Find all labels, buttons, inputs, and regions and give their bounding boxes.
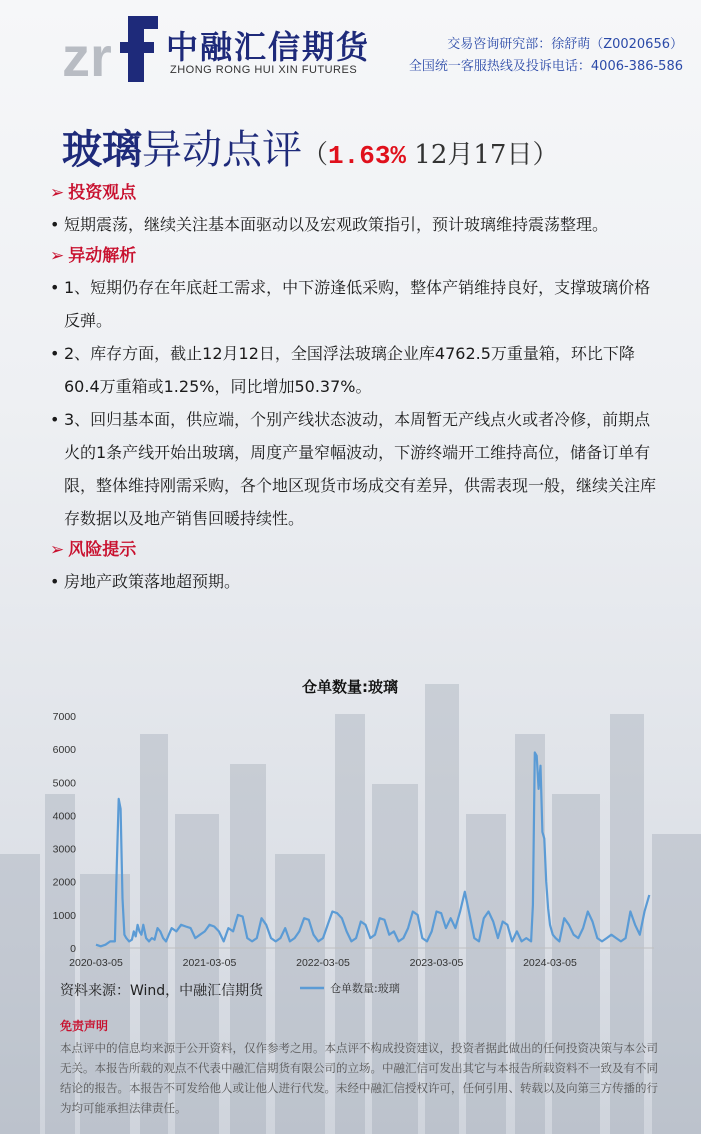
disclaimer-text: 本点评中的信息均来源于公开资料，仅作参考之用。本点评不构成投资建议，投资者据此做出的任何投资决策与本公司无关。本报告所载的观点不代表中融汇信期货有限公司的立场。中融汇信可发出其它与本报告所载资料不一致及有不同结论的报告。本报告不可发给他人或让他人进行代发。未经中融汇信授权许可，任何引用、转载以及向第三方传播的行为均可能承担法律责任。 [60,1041,658,1115]
section-analysis [50,241,660,271]
company-name-cn: 中融汇信期货 [166,28,371,66]
chevron-right-icon: ➢ [50,540,65,560]
svg-text:zr: zr [62,25,112,88]
series-line [96,753,649,947]
list-item [50,208,660,241]
bullet-icon: • [50,215,60,234]
x-tick-label: 2022-03-05 [296,957,350,969]
y-tick-label: 4000 [52,810,76,823]
disclaimer [60,1017,660,1118]
y-tick-label: 3000 [52,843,76,856]
x-tick-label: 2021-03-05 [182,957,237,969]
line-chart [50,672,670,1002]
title-suffix: 异动点评 [142,127,302,173]
chart-title: 仓单数量:玻璃 [302,678,398,696]
data-source: 资料来源：Wind，中融汇信期货 [60,983,264,999]
list-item [50,403,660,535]
list-item-text: 短期震荡，继续关注基本面驱动以及宏观政策指引，预计玻璃维持震荡整理。 [64,215,609,234]
report-content [50,178,660,598]
header [0,0,701,110]
section-risk [50,535,660,565]
zrhx-logo-icon [62,8,162,88]
title-product: 玻璃 [62,126,142,173]
title-open-paren: （ [302,140,329,170]
section-title: 投资观点 [68,183,137,203]
analyst-line: 交易咨询研究部：徐舒萌（Z0020656） [447,37,683,52]
title-change: 1.63% [328,141,407,171]
bullet-icon: • [50,410,60,429]
title-date: 12月17日 [406,140,533,170]
bullet-icon: • [50,572,60,591]
list-item [50,565,660,598]
x-tick-label: 2024-03-05 [523,957,577,969]
x-tick-label: 2023-03-05 [409,957,464,969]
chevron-right-icon: ➢ [50,246,65,266]
list-item-text: 3、回归基本面，供应端，个别产线状态波动，本周暂无产线点火或者冷修，前期点火的1条产线开始出玻璃，周度产量窄幅波动，下游终端开工维持高位，储备订单有限，整体维持刚需采购，各个地区现货市场成交有差异，供需表现一般，继续关注库存数据以及地产销售回暖持续性。 [64,410,657,528]
list-item-text: 1、短期仍存在年底赶工需求，中下游逢低采购，整体产销维持良好，支撑玻璃价格反弹。 [64,278,651,330]
x-tick-label: 2020-03-05 [69,957,123,969]
hotline-line: 全国统一客服热线及投诉电话：4006-386-586 [408,59,683,74]
list-item [50,337,660,403]
legend-label: 仓单数量:玻璃 [330,982,400,995]
y-tick-label: 5000 [52,777,76,790]
y-tick-label: 1000 [52,909,76,922]
disclaimer-title: 免责声明 [60,1019,109,1033]
y-tick-label: 6000 [52,744,76,757]
bullet-icon: • [50,278,60,297]
section-title: 风险提示 [68,540,137,560]
list-item [50,271,660,337]
y-tick-label: 0 [70,943,76,955]
section-investment-view [50,178,660,208]
y-tick-label: 7000 [52,711,76,723]
chart-container [50,672,670,1012]
bullet-icon: • [50,344,60,363]
chevron-right-icon: ➢ [50,183,65,203]
page-title [62,118,558,175]
contact-info [409,34,683,78]
section-title: 异动解析 [68,246,137,266]
title-close-paren: ） [532,140,559,170]
list-item-text: 房地产政策落地超预期。 [64,572,241,591]
list-item-text: 2、库存方面，截止12月12日，全国浮法玻璃企业库4762.5万重量箱，环比下降60.4万重箱或1.25%，同比增加50.37%。 [64,344,635,396]
y-tick-label: 2000 [52,876,76,889]
company-name-en: ZHONG RONG HUI XIN FUTURES [170,64,358,76]
